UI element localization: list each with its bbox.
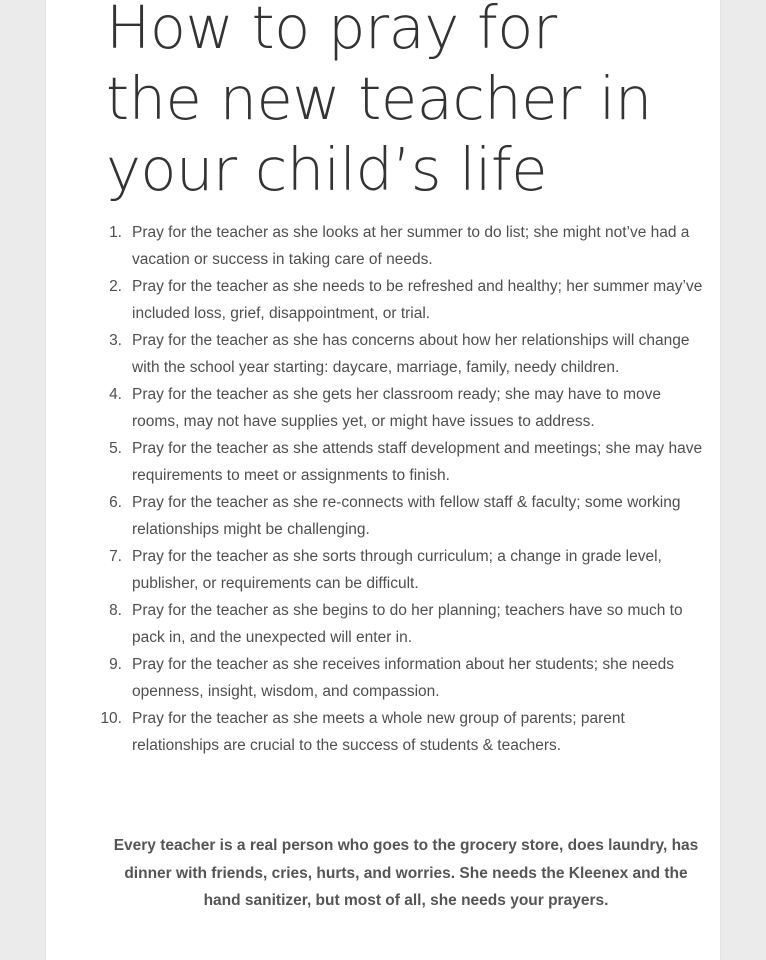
list-item [86, 381, 706, 435]
article-title [106, 0, 706, 205]
item-text: Pray for the teacher as she meets a whole new group of parents; parent relationships are crucial to the success of students & teachers. [132, 710, 625, 754]
item-number: 10. [100, 710, 122, 727]
list-item [86, 651, 706, 705]
list-item [86, 705, 706, 759]
item-number: 1. [109, 224, 122, 241]
item-text: Pray for the teacher as she looks at her summer to do list; she might not’ve had a vacation or success in taking care of needs. [132, 224, 690, 268]
list-item [86, 597, 706, 651]
item-number: 2. [109, 278, 122, 295]
title-line: your child’s life [106, 135, 548, 204]
item-text: Pray for the teacher as she begins to do her planning; teachers have so much to pack in, and the unexpected will enter in. [132, 602, 683, 646]
item-number: 6. [109, 494, 122, 511]
item-text: Pray for the teacher as she attends staff development and meetings; she may have requirements to meet or assignments to finish. [132, 440, 703, 484]
item-text: Pray for the teacher as she has concerns about how her relationships will change with the school year starting: daycare, marriage, family, needy children. [132, 332, 690, 376]
item-number: 5. [109, 440, 122, 457]
closing-paragraph: Every teacher is a real person who goes to the grocery store, does laundry, has dinner with friends, cries, hurts, and worries. She needs the Kleenex and the hand sanitizer, but most of all, she needs your prayers. [113, 837, 699, 909]
prayer-list [86, 219, 706, 759]
item-text: Pray for the teacher as she re-connects with fellow staff & faculty; some working relationships might be challenging. [132, 494, 681, 538]
item-number: 3. [109, 332, 122, 349]
item-number: 8. [109, 602, 122, 619]
article-page [46, 0, 720, 960]
item-text: Pray for the teacher as she needs to be refreshed and healthy; her summer may’ve included loss, grief, disappointment, or trial. [132, 278, 703, 322]
list-item [86, 435, 706, 489]
title-line: How to pray for [106, 0, 557, 62]
item-number: 9. [109, 656, 122, 673]
item-number: 7. [109, 548, 122, 565]
list-item [86, 273, 706, 327]
item-text: Pray for the teacher as she gets her classroom ready; she may have to move rooms, may not have supplies yet, or might have issues to address. [132, 386, 661, 430]
list-item [86, 219, 706, 273]
item-text: Pray for the teacher as she receives information about her students; she needs openness, insight, wisdom, and compassion. [132, 656, 674, 700]
list-item [86, 327, 706, 381]
list-item [86, 489, 706, 543]
list-item [86, 543, 706, 597]
title-line: the new teacher in [106, 64, 652, 133]
item-number: 4. [109, 386, 122, 403]
item-text: Pray for the teacher as she sorts through curriculum; a change in grade level, publisher, or requirements can be difficult. [132, 548, 662, 592]
